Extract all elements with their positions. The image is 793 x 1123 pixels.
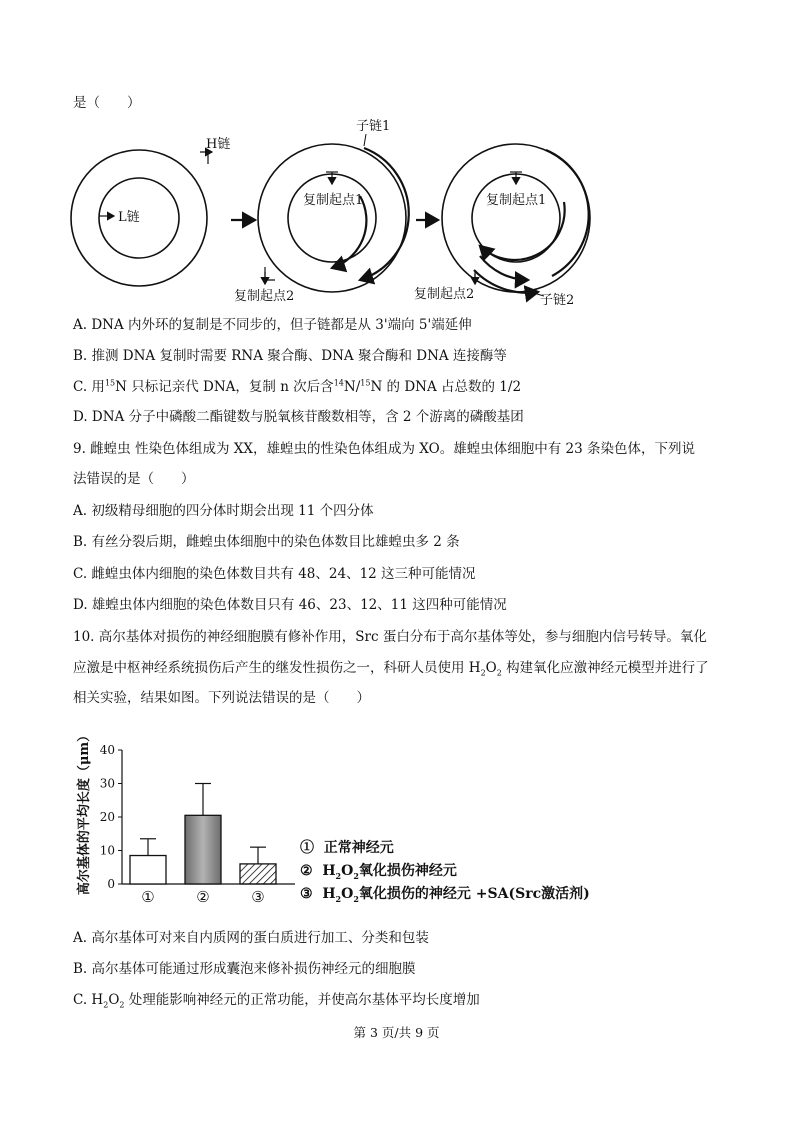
q10-option-b: B. 高尔基体可能通过形成囊泡来修补损伤神经元的细胞膜 (73, 961, 416, 977)
daughter-chain-2-label: 子链2 (540, 293, 575, 308)
q10-option-a: A. 高尔基体可对来自内质网的蛋白质进行加工、分类和包装 (73, 930, 429, 946)
y-tick-label: 30 (99, 776, 115, 791)
y-tick-label: 40 (99, 743, 115, 757)
q8-option-c: C. 用$^{15}$N 只标记亲代 DNA，复制 n 次后含$^{14}$N/$^{15}$N 的 DNA 占总数的 1/2 (73, 378, 522, 395)
dna-circle-2 (234, 119, 409, 304)
q9-option-a: A. 初级精母细胞的四分体时期会出现 11 个四分体 (73, 503, 374, 519)
q10-option-c: C. $H_2O_2$ 处理能影响神经元的正常功能，并使高尔基体平均长度增加 (73, 992, 480, 1010)
h-chain-label: H链 (206, 137, 231, 152)
golgi-length-bar-chart (70, 716, 300, 916)
q8-option-b: B. 推测 DNA 复制时需要 RNA 聚合酶、DNA 聚合酶和 DNA 连接酶等 (73, 348, 507, 364)
origin-1-label-2: 复制起点1 (486, 193, 547, 208)
legend-item-1: ① 正常神经元 (300, 840, 394, 856)
q9-option-b: B. 有丝分裂后期，雌蝗虫体细胞中的染色体数目比雄蝗虫多 2 条 (73, 534, 460, 550)
q9-option-d: D. 雄蝗虫体内细胞的染色体数目只有 46、23、12、11 这四种可能情况 (73, 597, 507, 613)
bar (185, 815, 221, 884)
x-tick-label: ② (196, 888, 210, 906)
y-tick-label: 20 (99, 810, 115, 824)
dna-circle-3 (414, 144, 590, 308)
q9-option-c: C. 雌蝗虫体内细胞的染色体数目共有 48、24、12 这三种可能情况 (73, 566, 476, 582)
legend-item-3: ③ $H_2O_2$氧化损伤的神经元 +SA(Src激活剂) (300, 886, 590, 904)
bar (130, 856, 166, 884)
q8-option-a: A. DNA 内外环的复制是不同步的，但子链都是从 3'端向 5'端延伸 (73, 317, 472, 333)
origin-2-label-2: 复制起点2 (414, 287, 475, 302)
dna-circle-1 (71, 137, 230, 286)
dna-replication-diagram (60, 112, 620, 312)
x-tick-label: ③ (251, 888, 265, 906)
q9-stem-line-2: 法错误的是（ ） (73, 471, 195, 487)
y-tick-label: 10 (99, 843, 115, 858)
x-tick-label: ① (141, 888, 155, 906)
q10-stem-line-2: 应激是中枢神经系统损伤后产生的继发性损伤之一，科研人员使用 $H_2O_2$ 构建氧化应激神经元模型并进行了 (73, 660, 709, 678)
page-footer: 第 3 页/共 9 页 (353, 1025, 440, 1040)
l-chain-label: L链 (118, 210, 140, 225)
q10-stem-line-3: 相关实验，结果如图。下列说法错误的是（ ） (73, 690, 370, 706)
bar (240, 864, 276, 884)
y-tick-label: 0 (107, 877, 115, 891)
origin-2-label: 复制起点2 (234, 289, 295, 304)
legend-item-2: ② $H_2O_2$氧化损伤神经元 (300, 863, 457, 881)
q9-stem-line-1: 9. 雌蝗虫 性染色体组成为 XX，雄蝗虫的性染色体组成为 XO。雄蝗虫体细胞中有 23 条染色体，下列说 (73, 441, 695, 457)
q8-option-d: D. DNA 分子中磷酸二酯键数与脱氧核苷酸数相等，含 2 个游离的磷酸基团 (73, 409, 524, 425)
q10-stem-line-1: 10. 高尔基体对损伤的神经细胞膜有修补作用，Src 蛋白分布于高尔基体等处，参与细胞内信号转导。氧化 (73, 629, 707, 645)
origin-1-label: 复制起点1 (303, 193, 364, 208)
y-axis-label: 高尔基体的平均长度（μm） (77, 728, 92, 896)
q8-stem-tail: 是（ ） (73, 95, 141, 111)
daughter-chain-1-label: 子链1 (356, 119, 391, 134)
